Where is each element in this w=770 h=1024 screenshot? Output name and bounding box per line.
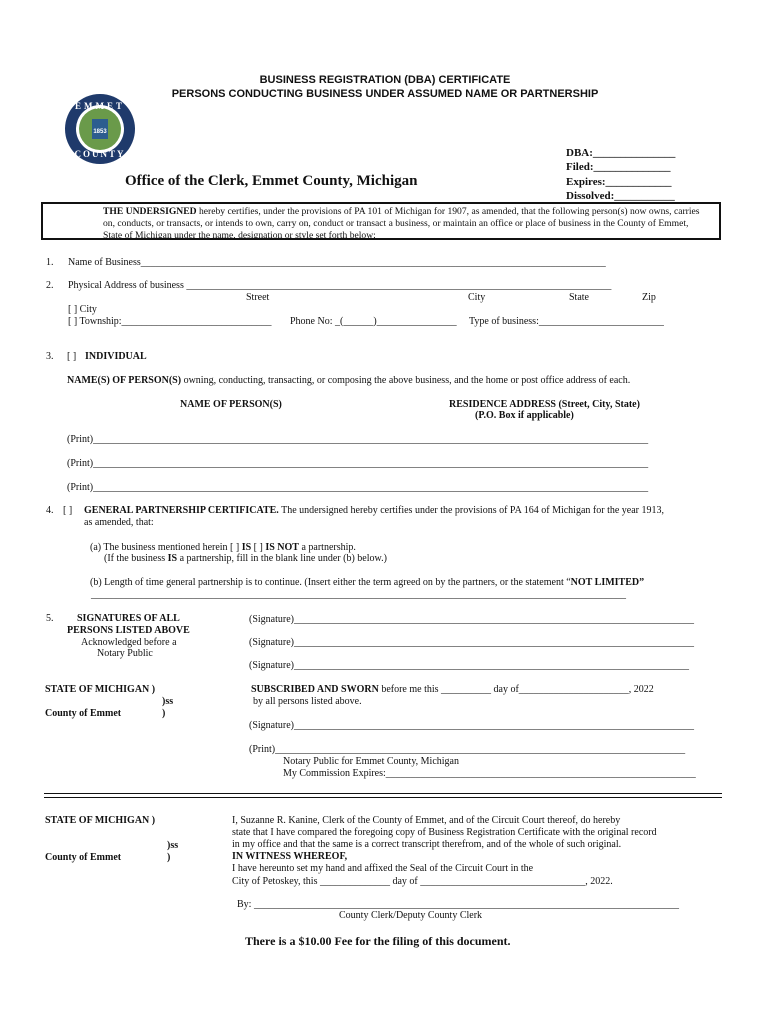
signature-field[interactable]: (Signature)_______________________________________________________________________________ — [249, 660, 689, 671]
clerk-statement-line: I, Suzanne R. Kanine, Clerk of the County of Emmet, and of the Circuit Court thereof, do hereby — [232, 815, 621, 826]
dba-field[interactable]: DBA:_______________ — [566, 147, 676, 159]
in-witness-whereof: IN WITNESS WHEREOF, — [232, 851, 348, 862]
expires-field[interactable]: Expires:____________ — [566, 176, 672, 188]
signatures-title-cont: PERSONS LISTED ABOVE — [67, 625, 190, 636]
partnership-question-b: (b) Length of time general partnership is to continue. (Insert either the term agreed on by the partners, or the statement “NOT LIMITED” — [90, 577, 645, 588]
name-column-header: NAME OF PERSON(S) — [180, 399, 282, 410]
section-4-number: 4. — [46, 505, 54, 516]
partnership-term-field[interactable]: ___________________________________________________________________________________________________________ — [91, 589, 626, 600]
partnership-statement: GENERAL PARTNERSHIP CERTIFICATE. The undersigned hereby certifies under the provisions of PA 164 of Michigan for the year 1913, — [84, 505, 664, 516]
zip-label: Zip — [642, 292, 656, 303]
city-label: City — [468, 292, 486, 303]
notary-public-county-label: Notary Public for Emmet County, Michigan — [283, 756, 459, 767]
clerk-signature-label: County Clerk/Deputy County Clerk — [339, 910, 483, 921]
clerk-statement-line: in my office and that the same is a correct transcript therefrom, and of the whole of such original. — [232, 839, 622, 850]
certification-text: THE UNDERSIGNED hereby certifies, under the provisions of PA 101 of Michigan for 1907, as amended, that the following person(s) now owns, carries on, conducts, or transacts, or intends to own, carry on, conduct or transact a business, or maintain an office or place of business in the County of Emmet, State of Michigan under the name, designation or style set forth below: — [103, 206, 700, 241]
individual-label: INDIVIDUAL — [85, 351, 147, 362]
print-name-field[interactable]: (Print)_______________________________________________________________________________________________________________ — [67, 434, 649, 445]
phone-field[interactable]: Phone No: _(______)________________ — [290, 316, 457, 327]
address-column-header: RESIDENCE ADDRESS (Street, City, State) — [449, 399, 640, 410]
svg-text:COUNTY: COUNTY — [74, 149, 126, 159]
sworn-statement[interactable]: SUBSCRIBED AND SWORN before me this __________ day of______________________, 2022 — [251, 684, 654, 695]
signatures-title: SIGNATURES OF ALL — [77, 613, 180, 624]
business-name-field[interactable]: Name of Business_____________________________________________________________________________________________ — [68, 257, 606, 268]
clerk-ss: )ss — [167, 840, 179, 851]
notary-print-field[interactable]: (Print)__________________________________________________________________________________ — [249, 744, 686, 755]
fee-notice: There is a $10.00 Fee for the filing of this document. — [245, 934, 511, 948]
dissolved-field[interactable]: Dissolved:___________ — [566, 190, 675, 202]
svg-text:1853: 1853 — [93, 129, 107, 135]
physical-address-field[interactable]: Physical Address of business _____________________________________________________________________________________ — [68, 280, 612, 291]
certification-box — [41, 202, 721, 240]
notary-state: STATE OF MICHIGAN ) — [45, 684, 156, 695]
print-name-field[interactable]: (Print)_______________________________________________________________________________________________________________ — [67, 482, 649, 493]
clerk-county: County of Emmet — [45, 852, 122, 863]
clerk-statement-line: I have hereunto set my hand and affixed the Seal of the Circuit Court in the — [232, 863, 534, 874]
form-title: BUSINESS REGISTRATION (DBA) CERTIFICATE — [259, 74, 511, 86]
street-label: Street — [246, 292, 270, 303]
clerk-state: STATE OF MICHIGAN ) — [45, 815, 156, 826]
city-checkbox[interactable]: [ ] City — [68, 304, 97, 315]
notary-ss: )ss — [162, 696, 174, 707]
business-type-field[interactable]: Type of business:_________________________ — [469, 316, 664, 327]
svg-text:EMMET: EMMET — [75, 101, 125, 111]
address-column-subheader: (P.O. Box if applicable) — [475, 410, 574, 421]
notary-county: County of Emmet — [45, 708, 122, 719]
individual-checkbox[interactable]: [ ] — [67, 351, 77, 362]
section-3-number: 3. — [46, 351, 54, 362]
county-seal-logo — [64, 93, 136, 165]
partnership-question-a[interactable]: (a) The business mentioned herein [ ] IS [ ] IS NOT a partnership. — [90, 542, 356, 553]
township-field[interactable]: [ ] Township:______________________________ — [68, 316, 272, 327]
partnership-statement-cont: as amended, that: — [84, 517, 154, 528]
sworn-statement-cont: by all persons listed above. — [253, 696, 362, 707]
clerk-county-paren: ) — [167, 852, 171, 863]
section-5-number: 5. — [46, 613, 54, 624]
partnership-note-a: (If the business IS a partnership, fill in the blank line under (b) below.) — [104, 553, 387, 564]
state-label: State — [569, 292, 589, 303]
signature-field[interactable]: (Signature)________________________________________________________________________________ — [249, 614, 694, 625]
filed-field[interactable]: Filed:______________ — [566, 161, 671, 173]
clerk-signature-field[interactable]: By: _____________________________________________________________________________________ — [237, 899, 679, 910]
acknowledged-label: Acknowledged before a — [81, 637, 177, 648]
partnership-checkbox[interactable]: [ ] — [63, 505, 73, 516]
notary-signature-field[interactable]: (Signature)________________________________________________________________________________ — [249, 720, 694, 731]
section-divider — [44, 793, 722, 798]
section-1-number: 1. — [46, 257, 54, 268]
form-subtitle: PERSONS CONDUCTING BUSINESS UNDER ASSUMED NAME OR PARTNERSHIP — [171, 88, 599, 100]
clerk-date-field[interactable]: City of Petoskey, this ______________ day of _________________________________, 2022. — [232, 876, 613, 887]
section-2-number: 2. — [46, 280, 54, 291]
clerk-statement-line: state that I have compared the foregoing copy of Business Registration Certificate with the original record — [232, 827, 657, 838]
print-name-field[interactable]: (Print)_______________________________________________________________________________________________________________ — [67, 458, 649, 469]
office-title: Office of the Clerk, Emmet County, Michigan — [125, 173, 418, 189]
signature-field[interactable]: (Signature)________________________________________________________________________________ — [249, 637, 694, 648]
notary-county-paren: ) — [162, 708, 166, 719]
commission-expires-field[interactable]: My Commission Expires:______________________________________________________________ — [283, 768, 696, 779]
names-instruction: NAME(S) OF PERSON(S) owning, conducting, transacting, or composing the above business, and the home or post office address of each. — [67, 375, 631, 386]
notary-public-label: Notary Public — [97, 648, 153, 659]
